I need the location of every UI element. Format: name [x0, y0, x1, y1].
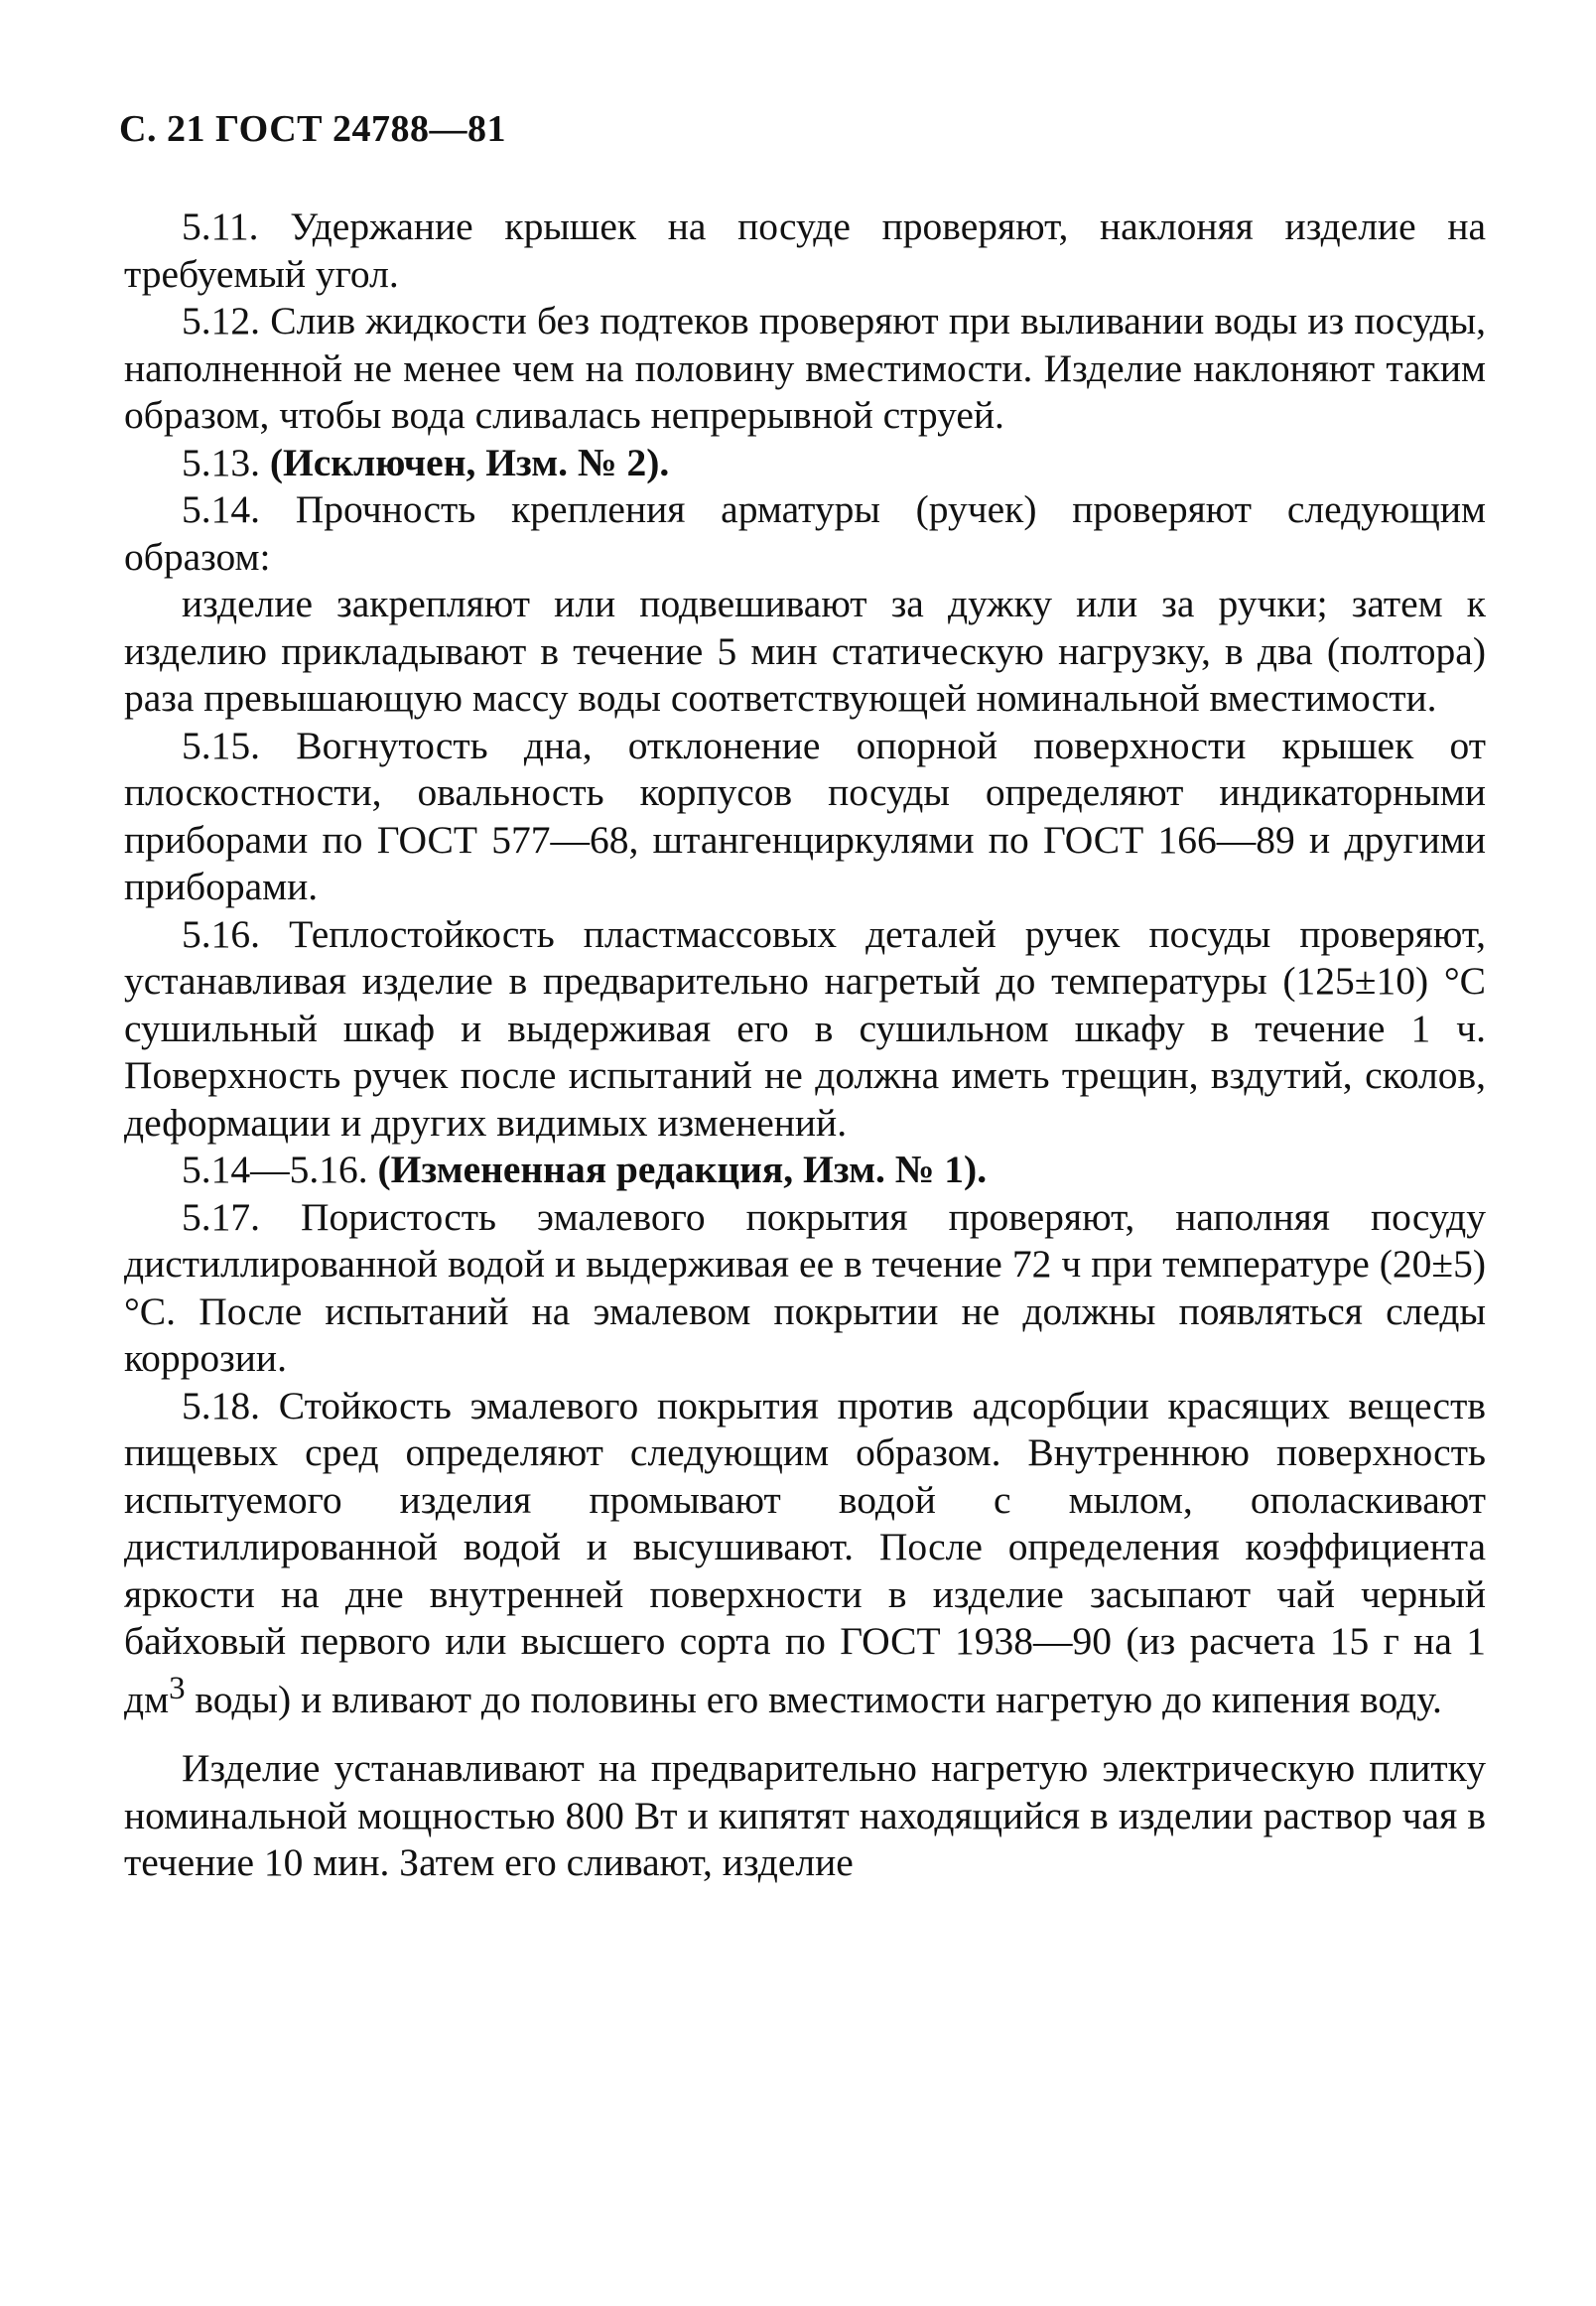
amendment-note: (Измененная редакция, Изм. № 1).	[377, 1148, 988, 1191]
paragraph-text: 5.18. Стойкость эмалевого покрытия против адсорбции красящих веществ пищевых сред определяют следующим образом. Внутреннюю поверхность испытуемого изделия промывают водой с мылом, ополаскивают дистиллированной водой и высушивают. После определения коэффициента яркости на дне внутренней поверхности в изделие засыпают чай черный байховый первого или высшего сорта по ГОСТ 1938—90 (из расчета 15 г на 1 дм	[124, 1383, 1486, 1721]
amendment-note: (Исключен, Изм. № 2).	[269, 440, 670, 484]
paragraph-5-14-body: изделие закрепляют или подвешивают за дужку или за ручки; затем к изделию прикладывают в течение 5 мин статическую нагрузку, в два (полтора) раза превышающую массу воды соответствующей номинальной вместимости.	[124, 582, 1486, 720]
paragraph-5-18	[124, 1383, 1486, 1724]
paragraph-5-15: 5.15. Вогнутость дна, отклонение опорной поверхности крышек от плоскостности, овальность корпусов посуды определяют индикаторными приборами по ГОСТ 577—68, штангенциркулями по ГОСТ 166—89 и другими приборами.	[124, 723, 1486, 908]
paragraph-5-14-5-16	[124, 1147, 1486, 1194]
paragraph-5-17: 5.17. Пористость эмалевого покрытия проверяют, наполняя посуду дистиллированной водой и выдерживая ее в течение 72 ч при температуре (20±5) °С. После испытаний на эмалевом покрытии не должны появляться следы коррозии.	[124, 1194, 1486, 1380]
running-header: С. 21 ГОСТ 24788—81	[119, 108, 506, 150]
clause-range: 5.14—5.16.	[182, 1148, 368, 1191]
paragraph-text: воды) и вливают до половины его вместимости нагретую до кипения воду.	[185, 1677, 1442, 1721]
document-body	[124, 203, 1486, 1887]
superscript-exponent: 3	[169, 1670, 186, 1706]
clause-number: 5.13.	[182, 440, 260, 484]
paragraph-5-12: 5.12. Слив жидкости без подтеков проверяют при выливании воды из посуды, наполненной не менее чем на половину вместимости. Изделие наклоняют таким образом, чтобы вода сливалась непрерывной струей.	[124, 299, 1486, 437]
paragraph-5-14: 5.14. Прочность крепления арматуры (ручек) проверяют следующим образом:	[124, 487, 1486, 579]
paragraph-continuation: Изделие устанавливают на предварительно нагретую электрическую плитку номинальной мощностью 800 Вт и кипятят находящийся в изделии раствор чая в течение 10 мин. Затем его сливают, изделие	[124, 1746, 1486, 1885]
paragraph-5-16: 5.16. Теплостойкость пластмассовых деталей ручек посуды проверяют, устанавливая изделие в предварительно нагретый до температуры (125±10) °С сушильный шкаф и выдерживая его в сушильном шкафу в течение 1 ч. Поверхность ручек после испытаний не должна иметь трещин, вздутий, сколов, деформации и других видимых изменений.	[124, 911, 1486, 1145]
paragraph-5-11: 5.11. Удержание крышек на посуде проверяют, наклоняя изделие на требуемый угол.	[124, 204, 1486, 296]
paragraph-5-13	[124, 440, 1486, 487]
